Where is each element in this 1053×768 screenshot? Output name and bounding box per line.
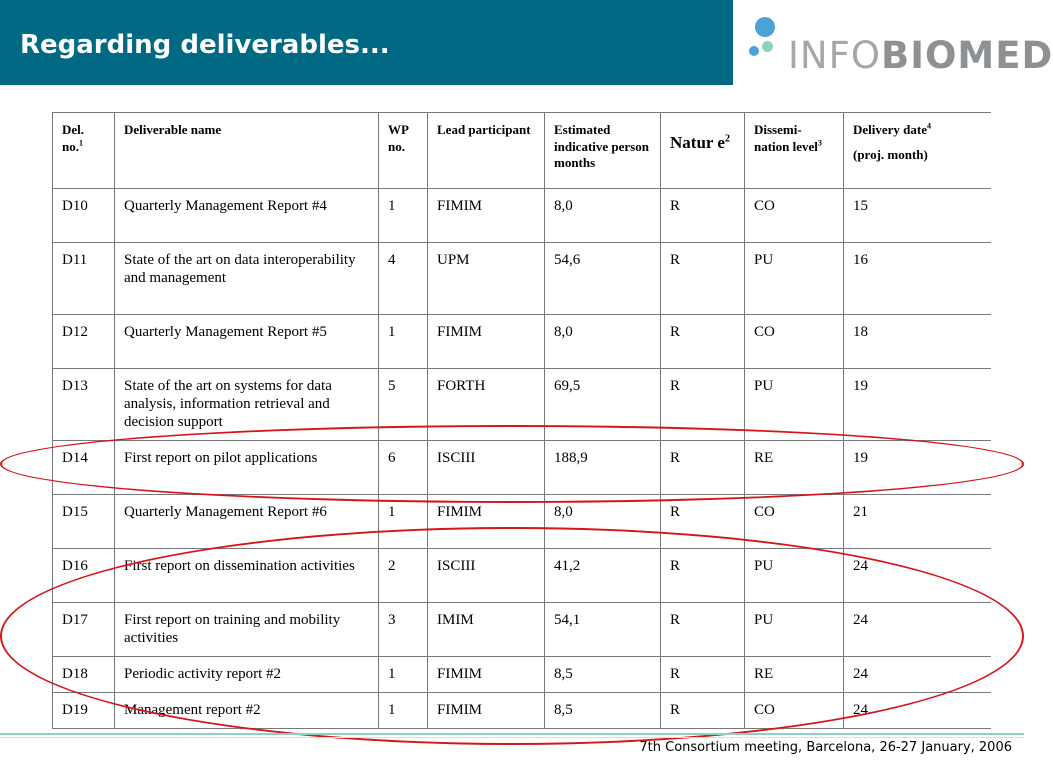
cell-del-no: D15: [53, 495, 115, 549]
logo-text-biomed: BIOMED: [881, 34, 1053, 77]
cell-nature: R: [661, 549, 745, 603]
table-row: [53, 495, 991, 549]
cell-nature: R: [661, 189, 745, 243]
cell-person-months: 54,1: [545, 603, 661, 657]
table-row: [53, 189, 991, 243]
cell-del-no: D12: [53, 315, 115, 369]
cell-dissemination-level: RE: [745, 441, 844, 495]
cell-nature: R: [661, 369, 745, 441]
cell-deliverable-name: State of the art on systems for data analysis, information retrieval and decision support: [115, 369, 379, 441]
header-delivery-date: Delivery date$^4$ (proj. month): [844, 113, 991, 189]
cell-dissemination-level: CO: [745, 495, 844, 549]
cell-lead-participant: FIMIM: [428, 189, 545, 243]
cell-deliverable-name: Quarterly Management Report #6: [115, 495, 379, 549]
header-nature: Natur $e^2$: [661, 113, 745, 189]
cell-dissemination-level: CO: [745, 315, 844, 369]
cell-deliverable-name: First report on dissemination activities: [115, 549, 379, 603]
cell-lead-participant: FIMIM: [428, 657, 545, 693]
cell-person-months: 69,5: [545, 369, 661, 441]
cell-nature: R: [661, 315, 745, 369]
cell-person-months: 41,2: [545, 549, 661, 603]
cell-lead-participant: FIMIM: [428, 315, 545, 369]
cell-lead-participant: FIMIM: [428, 495, 545, 549]
cell-nature: R: [661, 441, 745, 495]
cell-delivery-date: 24: [844, 603, 991, 657]
cell-dissemination-level: PU: [745, 549, 844, 603]
cell-del-no: D19: [53, 693, 115, 729]
table-row: [53, 603, 991, 657]
cell-dissemination-level: CO: [745, 693, 844, 729]
cell-wp-no: 6: [379, 441, 428, 495]
cell-delivery-date: 15: [844, 189, 991, 243]
slide-title: Regarding deliverables...: [20, 30, 390, 60]
cell-nature: R: [661, 657, 745, 693]
title-bar: [0, 0, 733, 85]
cell-lead-participant: ISCIII: [428, 441, 545, 495]
cell-nature: R: [661, 495, 745, 549]
footer-divider: [0, 733, 1024, 735]
cell-lead-participant: FORTH: [428, 369, 545, 441]
header-lead-participant: Lead participant: [428, 113, 545, 189]
table-row: [53, 549, 991, 603]
table-row: [53, 369, 991, 441]
cell-dissemination-level: PU: [745, 369, 844, 441]
cell-nature: R: [661, 693, 745, 729]
cell-person-months: 8,5: [545, 657, 661, 693]
table-row: [53, 243, 991, 315]
cell-wp-no: 1: [379, 189, 428, 243]
header-wp-no: WP no.: [379, 113, 428, 189]
deliverables-table: [52, 112, 991, 729]
cell-delivery-date: 24: [844, 693, 991, 729]
cell-del-no: D17: [53, 603, 115, 657]
header-person-months: Estimated indicative person months: [545, 113, 661, 189]
header-deliverable-name: Deliverable name: [115, 113, 379, 189]
cell-dissemination-level: PU: [745, 603, 844, 657]
cell-person-months: 8,5: [545, 693, 661, 729]
cell-del-no: D18: [53, 657, 115, 693]
cell-delivery-date: 18: [844, 315, 991, 369]
cell-lead-participant: UPM: [428, 243, 545, 315]
cell-delivery-date: 19: [844, 441, 991, 495]
footer-text: 7th Consortium meeting, Barcelona, 26-27 January, 2006: [639, 740, 1012, 755]
cell-del-no: D13: [53, 369, 115, 441]
cell-delivery-date: 16: [844, 243, 991, 315]
logo-text: [788, 34, 1053, 77]
cell-deliverable-name: Management report #2: [115, 693, 379, 729]
cell-person-months: 54,6: [545, 243, 661, 315]
cell-deliverable-name: State of the art on data interoperability and management: [115, 243, 379, 315]
cell-wp-no: 1: [379, 315, 428, 369]
cell-deliverable-name: Quarterly Management Report #5: [115, 315, 379, 369]
cell-person-months: 8,0: [545, 315, 661, 369]
header-del-no: Del. no.$^1$: [53, 113, 115, 189]
cell-lead-participant: IMIM: [428, 603, 545, 657]
cell-wp-no: 1: [379, 693, 428, 729]
cell-nature: R: [661, 603, 745, 657]
table-row: [53, 693, 991, 729]
cell-del-no: D11: [53, 243, 115, 315]
cell-deliverable-name: First report on training and mobility activities: [115, 603, 379, 657]
cell-wp-no: 2: [379, 549, 428, 603]
cell-del-no: D14: [53, 441, 115, 495]
cell-dissemination-level: CO: [745, 189, 844, 243]
cell-lead-participant: FIMIM: [428, 693, 545, 729]
cell-deliverable-name: Quarterly Management Report #4: [115, 189, 379, 243]
cell-dissemination-level: PU: [745, 243, 844, 315]
cell-person-months: 188,9: [545, 441, 661, 495]
cell-person-months: 8,0: [545, 495, 661, 549]
cell-wp-no: 5: [379, 369, 428, 441]
cell-wp-no: 3: [379, 603, 428, 657]
cell-wp-no: 1: [379, 495, 428, 549]
table-row: [53, 657, 991, 693]
cell-deliverable-name: First report on pilot applications: [115, 441, 379, 495]
cell-del-no: D10: [53, 189, 115, 243]
table-header-row: [53, 113, 991, 189]
cell-wp-no: 4: [379, 243, 428, 315]
logo-dot-teal-icon: [762, 41, 773, 52]
cell-delivery-date: 19: [844, 369, 991, 441]
logo-dot-blue-small-icon: [749, 46, 759, 56]
cell-person-months: 8,0: [545, 189, 661, 243]
cell-deliverable-name: Periodic activity report #2: [115, 657, 379, 693]
logo-text-info: INFO: [788, 34, 881, 77]
cell-del-no: D16: [53, 549, 115, 603]
footer-divider-thin: [0, 737, 1024, 738]
cell-wp-no: 1: [379, 657, 428, 693]
cell-lead-participant: ISCIII: [428, 549, 545, 603]
cell-delivery-date: 21: [844, 495, 991, 549]
cell-nature: R: [661, 243, 745, 315]
table-row: [53, 441, 991, 495]
cell-dissemination-level: RE: [745, 657, 844, 693]
logo-dot-blue-icon: [755, 17, 775, 37]
cell-delivery-date: 24: [844, 549, 991, 603]
cell-delivery-date: 24: [844, 657, 991, 693]
table-row: [53, 315, 991, 369]
header-dissemination-level: Dissemi-nation level$^3$: [745, 113, 844, 189]
